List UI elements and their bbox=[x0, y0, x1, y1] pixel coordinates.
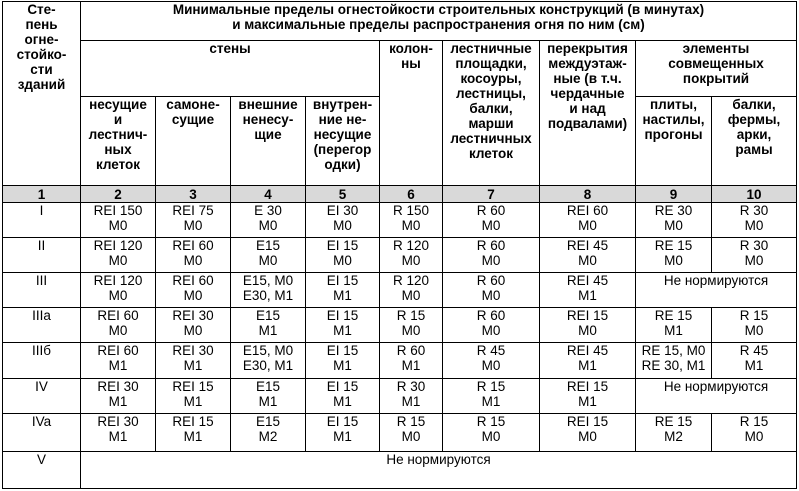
stairs-header: лестничные площадки, косоуры, лестницы, балки, марши лестничных клеток bbox=[443, 41, 540, 186]
column-number: 3 bbox=[156, 185, 231, 202]
table-cell: REI 15 М0 bbox=[540, 413, 636, 451]
table-cell: R 60 М0 bbox=[443, 203, 540, 238]
table-row bbox=[3, 273, 797, 308]
degree-cell: III bbox=[3, 273, 81, 308]
beams-header: балки, фермы, арки, рамы bbox=[712, 96, 797, 185]
column-number: 6 bbox=[380, 185, 443, 202]
table-cell: REI 60 М1 bbox=[81, 343, 156, 379]
column-number: 8 bbox=[540, 185, 636, 202]
internal-walls-header: внутрен- ние не- несущие (перегор одки) bbox=[306, 96, 380, 185]
table-cell: EI 15 М1 bbox=[306, 308, 380, 343]
table-cell: RE 15 М2 bbox=[636, 413, 712, 451]
table-cell: E15, М0 E30, М1 bbox=[231, 273, 306, 308]
table-row bbox=[3, 308, 797, 343]
table-cell: R 15 М0 bbox=[380, 308, 443, 343]
table-cell: EI 15 М1 bbox=[306, 378, 380, 413]
floors-header: перекрытия междуэтаж- ные (в т.ч. чердачные и над подвалами) bbox=[540, 41, 636, 186]
table-cell: REI 75 М0 bbox=[156, 203, 231, 238]
table-cell: EI 15 М1 bbox=[306, 343, 380, 379]
table-cell: REI 120 М0 bbox=[81, 273, 156, 308]
column-number: 2 bbox=[81, 185, 156, 202]
bearing-walls-header: несущие и лестнич- ных клеток bbox=[81, 96, 156, 185]
table-cell: REI 60 М0 bbox=[156, 238, 231, 273]
walls-header: стены bbox=[81, 41, 380, 96]
table-cell: EI 15 М1 bbox=[306, 273, 380, 308]
degree-cell: IIIб bbox=[3, 343, 81, 379]
table-row bbox=[3, 238, 797, 273]
column-number: 1 bbox=[3, 185, 81, 202]
not-regulated-cell: Не нормируются bbox=[636, 378, 797, 413]
roof-elements-header: элементы совмещенных покрытий bbox=[636, 41, 797, 96]
table-cell: RE 15 М0 bbox=[636, 238, 712, 273]
table-cell: R 120 М0 bbox=[380, 238, 443, 273]
table-cell: REI 45 М0 bbox=[540, 238, 636, 273]
table-cell: R 120 М0 bbox=[380, 273, 443, 308]
table-cell: R 15 М0 bbox=[380, 413, 443, 451]
table-cell: R 60 М0 bbox=[443, 238, 540, 273]
table-row bbox=[3, 413, 797, 451]
table-cell: REI 30 М1 bbox=[81, 378, 156, 413]
degree-cell: IVa bbox=[3, 413, 81, 451]
table-cell: R 60 М0 bbox=[443, 273, 540, 308]
table-cell: REI 15 М1 bbox=[156, 378, 231, 413]
degree-cell: II bbox=[3, 238, 81, 273]
table-cell: EI 15 М0 bbox=[306, 238, 380, 273]
table-cell: REI 15 М1 bbox=[156, 413, 231, 451]
not-regulated-cell: Не нормируются bbox=[81, 451, 797, 488]
table-cell: R 60 М1 bbox=[380, 343, 443, 379]
table-cell: E15 М1 bbox=[231, 308, 306, 343]
table-cell: EI 30 М0 bbox=[306, 203, 380, 238]
table-cell: REI 15 М1 bbox=[540, 378, 636, 413]
table-cell: REI 30 М1 bbox=[81, 413, 156, 451]
column-number-row bbox=[3, 185, 797, 202]
table-cell: R 30 М0 bbox=[712, 238, 797, 273]
column-number: 7 bbox=[443, 185, 540, 202]
fire-resistance-table bbox=[2, 1, 797, 489]
table-cell: RE 15, М0 RE 30, М1 bbox=[636, 343, 712, 379]
degree-cell: I bbox=[3, 203, 81, 238]
table-cell: EI 15 М1 bbox=[306, 413, 380, 451]
column-number: 10 bbox=[712, 185, 797, 202]
self-bearing-walls-header: самоне- сущие bbox=[156, 96, 231, 185]
header-row-title bbox=[3, 2, 797, 41]
degree-cell: IV bbox=[3, 378, 81, 413]
table-cell: E15 М1 bbox=[231, 378, 306, 413]
table-cell: R 45 М1 bbox=[712, 343, 797, 379]
table-cell: REI 30 М0 bbox=[156, 308, 231, 343]
table-cell: REI 30 М1 bbox=[156, 343, 231, 379]
degree-cell: IIIa bbox=[3, 308, 81, 343]
table-cell: R 60 М0 bbox=[443, 308, 540, 343]
table-cell: REI 15 М0 bbox=[540, 308, 636, 343]
table-cell: REI 45 М1 bbox=[540, 343, 636, 379]
table-cell: REI 150 М0 bbox=[81, 203, 156, 238]
columns-header: колон- ны bbox=[380, 41, 443, 186]
table-row bbox=[3, 451, 797, 488]
table-cell: REI 60 М0 bbox=[540, 203, 636, 238]
degree-cell: V bbox=[3, 451, 81, 488]
column-number: 9 bbox=[636, 185, 712, 202]
table-cell: REI 120 М0 bbox=[81, 238, 156, 273]
column-number: 4 bbox=[231, 185, 306, 202]
table-cell: R 15 М0 bbox=[443, 413, 540, 451]
table-cell: Е 30 М0 bbox=[231, 203, 306, 238]
table-cell: R 30 М1 bbox=[380, 378, 443, 413]
table-cell: R 45 М0 bbox=[443, 343, 540, 379]
table-cell: R 150 М0 bbox=[380, 203, 443, 238]
table-cell: E15 М0 bbox=[231, 238, 306, 273]
table-cell: REI 60 М0 bbox=[156, 273, 231, 308]
table-cell: REI 45 М1 bbox=[540, 273, 636, 308]
table-row bbox=[3, 378, 797, 413]
table-cell: R 15 М0 bbox=[712, 308, 797, 343]
slabs-header: плиты, настилы, прогоны bbox=[636, 96, 712, 185]
degree-header: Сте- пень огне- стойко- сти зданий bbox=[3, 2, 81, 186]
table-cell: R 30 М0 bbox=[712, 203, 797, 238]
table-cell: E15, М0 E30, М1 bbox=[231, 343, 306, 379]
table-cell: R 15 М0 bbox=[712, 413, 797, 451]
table-cell: RE 15 М1 bbox=[636, 308, 712, 343]
table-cell: REI 60 М0 bbox=[81, 308, 156, 343]
table-cell: E15 М2 bbox=[231, 413, 306, 451]
table-cell: R 15 М1 bbox=[443, 378, 540, 413]
table-cell: RE 30 М0 bbox=[636, 203, 712, 238]
header-row-groups bbox=[3, 41, 797, 96]
external-walls-header: внешние ненесу- щие bbox=[231, 96, 306, 185]
not-regulated-cell: Не нормируются bbox=[636, 273, 797, 308]
column-number: 5 bbox=[306, 185, 380, 202]
table-row bbox=[3, 343, 797, 379]
table-title: Минимальные пределы огнестойкости строительных конструкций (в минутах) и максимальные пределы распространения огня по ним (см) bbox=[81, 2, 797, 41]
table-row bbox=[3, 203, 797, 238]
